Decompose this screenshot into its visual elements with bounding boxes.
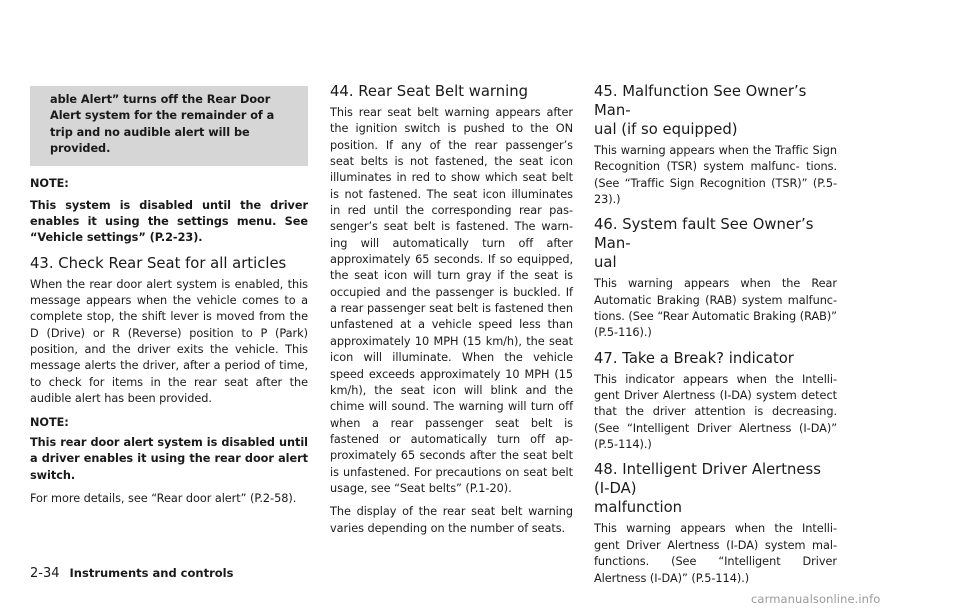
section-heading-47: 47. Take a Break? indicator [594,349,794,367]
caution-box [30,86,308,166]
paragraph-46: This warning appears when the Rear Automatic Braking (RAB) system malfunc- tions. (See “Rear Automatic Braking (RAB)” (P.5-116).) [594,277,837,340]
reference-paragraph: For more details, see “Rear door alert” (P.2-58). [30,491,297,505]
paragraph-45: This warning appears when the Traffic Sign Recognition (TSR) system malfunc- tions. (See “Traffic Sign Recognition (TSR)” (P.5-23).) [594,144,837,207]
section-heading-48: 48. Intelligent Driver Alertness (I-DA) malfunction [594,461,821,517]
paragraph-43: When the rear door alert system is enabled, this message appears when the vehicle comes to a complete stop, the shift lever is moved from the D (Drive) or R (Reverse) position to P (Park) position, and the driver exits the vehicle. This message alerts the driver, after a period of time, to check for items in the rear seat after the audible alert has been provided. [30,277,308,406]
note-text: This rear door alert system is disabled until a driver enables it using the rear door alert switch. [30,435,308,482]
section-heading-43: 43. Check Rear Seat for all articles [30,254,287,272]
left-column [30,0,308,514]
section-heading-45: 45. Malfunction See Owner’s Man- ual (if so equipped) [594,83,807,138]
section-heading-46: 46. System fault See Owner’s Man- ual [594,216,814,272]
page-number: 2-34 [30,566,60,581]
paragraph-47: This indicator appears when the Intelli- gent Driver Alertness (I-DA) system detect that the driver attention is decreasing. (See “Intelligent Driver Alertness (I-DA)” (P.5-114).) [594,372,837,452]
note-label: NOTE: [30,415,69,429]
right-column [594,0,837,594]
page-footer [30,566,233,581]
note-label: NOTE: [30,177,69,191]
paragraph-44: This rear seat belt warning appears after the ignition switch is pushed to the ON position. If any of the rear passenger’s seat belts is not fastened, the seat icon illuminates in red to show which seat belt is not fastened. The seat icon illuminates in red until the corresponding rear pas- senger’s seat belt is fastened. The warn- ing will automatically turn off after approximately 65 seconds. If so equipped, the seat icon will turn gray if the seat is occupied and the passenger is buckled. If a rear passenger seat belt is fastened then unfastened at a vehicle speed less than approximately 10 MPH (15 km/h), the seat icon will illuminate. When the vehicle speed exceeds approximately 10 MPH (15 km/h), the seat icon will blink and the chime will sound. The warning will turn off when a rear passenger seat belt is fastened or automatically turn off ap- proximately 65 seconds after the seat belt is unfastened. For precautions on seat belt usage, see “Seat belts” (P.1-20). [330,106,573,495]
middle-column [330,0,573,544]
watermark: carmanualsonline.info [751,592,881,606]
note-text: This system is disabled until the driver enables it using the settings menu. See “Vehicle settings” (P.2-23). [30,198,308,245]
paragraph-48: This warning appears when the Intelli- gent Driver Alertness (I-DA) system mal- functions. (See “Intelligent Driver Alertness (I-DA)” (P.5-114).) [594,522,837,585]
caution-box-text: able Alert” turns off the Rear Door Alert system for the remainder of a trip and no audible alert will be provided. [50,93,275,156]
chapter-title: Instruments and controls [69,566,234,580]
section-heading-44: 44. Rear Seat Belt warning [330,83,529,100]
paragraph-44-display: The display of the rear seat belt warning varies depending on the number of seats. [330,505,573,535]
